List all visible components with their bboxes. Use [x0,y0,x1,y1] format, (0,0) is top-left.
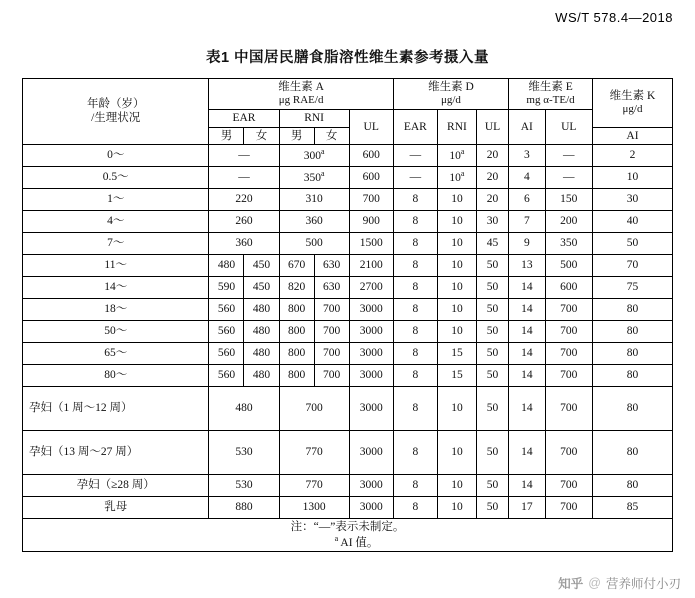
header-vk-ai: AI [592,127,672,144]
cell-ve-ul: 500 [545,254,592,276]
cell-va-rni: 700 [279,386,349,430]
table-row [23,342,673,364]
cell-vd-rni: 10 [437,386,476,430]
cell-va-rni-male: 800 [279,342,314,364]
cell-ve-ai: 14 [509,320,546,342]
cell-va-rni: 770 [279,474,349,496]
cell-vd-ul: 45 [477,232,509,254]
group-name-vitamin-k: 维生素 K [609,89,656,102]
header-va-ear-male: 男 [209,127,244,144]
cell-vd-ear: 8 [393,276,437,298]
cell-ve-ul: 700 [545,342,592,364]
cell-va-ear: 880 [209,496,279,518]
table-row [23,210,673,232]
note-line-2: $^a$ AI 值。 [334,534,379,550]
header-va-ear-female: 女 [244,127,279,144]
cell-vd-rni: 10 [437,320,476,342]
cell-va-ear-male: 480 [209,254,244,276]
cell-ve-ai: 7 [509,210,546,232]
row-label: 18～ [23,298,209,320]
cell-vd-ul: 30 [477,210,509,232]
cell-vd-ul: 50 [477,430,509,474]
header-vd-ear: EAR [393,110,437,145]
cell-va-rni: 310 [279,188,349,210]
table-row [23,276,673,298]
row-label: 1～ [23,188,209,210]
row-label: 14～ [23,276,209,298]
header-group-vitamin-k [592,79,672,128]
cell-ve-ul: 600 [545,276,592,298]
cell-vk-ai: 75 [592,276,672,298]
header-va-rni-male: 男 [279,127,314,144]
cell-va-rni-male: 800 [279,364,314,386]
cell-vd-ul: 20 [477,144,509,166]
cell-va-ul: 3000 [349,298,393,320]
cell-vd-rni: 10 [437,254,476,276]
cell-va-rni: 500 [279,232,349,254]
row-label: 11～ [23,254,209,276]
cell-vd-ul: 50 [477,298,509,320]
cell-vd-ul: 20 [477,188,509,210]
zhihu-logo: 知乎 [558,577,584,591]
cell-va-ear-female: 450 [244,276,279,298]
table-row [23,364,673,386]
table-row [23,166,673,188]
cell-vd-ul: 50 [477,276,509,298]
table-header-row-1 [23,79,673,110]
cell-ve-ai: 14 [509,342,546,364]
cell-va-rni: 360 [279,210,349,232]
cell-va-ul: 3000 [349,474,393,496]
cell-vd-ul: 20 [477,166,509,188]
cell-ve-ai: 14 [509,474,546,496]
table-row [23,298,673,320]
cell-vk-ai: 80 [592,342,672,364]
cell-va-rni: 300$^a$ [279,144,349,166]
cell-vd-ear: 8 [393,342,437,364]
cell-ve-ul: 350 [545,232,592,254]
cell-va-ul: 700 [349,188,393,210]
cell-ve-ai: 6 [509,188,546,210]
cell-va-ear-female: 480 [244,342,279,364]
table-row [23,496,673,518]
cell-ve-ul: 700 [545,298,592,320]
cell-vd-ear: 8 [393,188,437,210]
note-line-1: 注：“—”表示未制定。 [290,520,405,533]
cell-ve-ul: 700 [545,430,592,474]
cell-ve-ai: 14 [509,276,546,298]
cell-va-rni: 1300 [279,496,349,518]
cell-vk-ai: 40 [592,210,672,232]
cell-vk-ai: 80 [592,298,672,320]
cell-va-ear-female: 480 [244,364,279,386]
cell-ve-ai: 9 [509,232,546,254]
header-group-vitamin-e [509,79,593,110]
zhihu-watermark [558,574,681,592]
cell-vd-ul: 50 [477,254,509,276]
cell-vd-rni: 10 [437,188,476,210]
cell-ve-ai: 3 [509,144,546,166]
cell-vd-ear: 8 [393,430,437,474]
cell-ve-ul: — [545,166,592,188]
cell-va-ul: 3000 [349,364,393,386]
group-unit-vitamin-a: μg RAE/d [278,94,324,107]
cell-va-ul: 3000 [349,386,393,430]
header-group-vitamin-a [209,79,393,110]
header-vd-ul: UL [477,110,509,145]
cell-vd-ear: 8 [393,386,437,430]
cell-vk-ai: 85 [592,496,672,518]
cell-vd-ear: — [393,144,437,166]
group-unit-vitamin-e: mg α-TE/d [526,94,575,107]
cell-vk-ai: 10 [592,166,672,188]
header-group-vitamin-d [393,79,508,110]
vitamin-intake-table [22,78,673,552]
cell-vd-rni: 10 [437,474,476,496]
cell-vk-ai: 80 [592,474,672,496]
header-row-label-line2: /生理状况 [91,112,141,125]
cell-va-ear-male: 560 [209,298,244,320]
cell-vd-rni: 10$^a$ [437,166,476,188]
cell-ve-ul: — [545,144,592,166]
header-vd-rni: RNI [437,110,476,145]
row-label: 50～ [23,320,209,342]
header-va-ul: UL [349,110,393,145]
cell-vk-ai: 80 [592,386,672,430]
cell-va-rni-female: 630 [314,254,349,276]
cell-ve-ul: 200 [545,210,592,232]
cell-va-rni: 350$^a$ [279,166,349,188]
row-label: 孕妇（1 周～12 周） [23,386,209,430]
cell-ve-ai: 14 [509,364,546,386]
cell-vd-rni: 10 [437,232,476,254]
cell-vk-ai: 2 [592,144,672,166]
cell-vd-ear: 8 [393,254,437,276]
cell-vk-ai: 80 [592,320,672,342]
cell-vd-ul: 50 [477,474,509,496]
cell-ve-ul: 700 [545,386,592,430]
cell-ve-ai: 17 [509,496,546,518]
cell-va-ul: 3000 [349,342,393,364]
cell-va-ear-female: 450 [244,254,279,276]
cell-va-ear-female: 480 [244,320,279,342]
cell-va-rni-male: 800 [279,298,314,320]
cell-va-ear: — [209,144,279,166]
table-notes-row [23,518,673,552]
row-label: 0～ [23,144,209,166]
cell-va-ear-female: 480 [244,298,279,320]
row-label: 80～ [23,364,209,386]
header-row-label-line1: 年龄（岁） [86,98,145,111]
cell-vd-ear: 8 [393,364,437,386]
row-label: 65～ [23,342,209,364]
row-label: 7～ [23,232,209,254]
cell-va-ear-male: 560 [209,364,244,386]
cell-ve-ai: 14 [509,386,546,430]
cell-vd-ul: 50 [477,320,509,342]
cell-vd-rni: 10$^a$ [437,144,476,166]
group-name-vitamin-e: 维生素 E [528,81,573,93]
cell-va-ul: 1500 [349,232,393,254]
cell-vd-ear: 8 [393,474,437,496]
table-row [23,474,673,496]
group-name-vitamin-a: 维生素 A [278,81,324,93]
cell-vd-ear: 8 [393,320,437,342]
zhihu-separator: @ [588,576,601,590]
cell-ve-ai: 14 [509,298,546,320]
cell-ve-ul: 150 [545,188,592,210]
group-unit-vitamin-d: μg/d [440,94,461,107]
table-row [23,320,673,342]
cell-va-ear-male: 590 [209,276,244,298]
header-va-ear: EAR [209,110,279,127]
table-row [23,188,673,210]
row-label: 0.5～ [23,166,209,188]
cell-va-ul: 600 [349,166,393,188]
cell-vd-ear: 8 [393,298,437,320]
cell-va-ul: 2100 [349,254,393,276]
cell-vd-rni: 10 [437,298,476,320]
cell-va-ear: 260 [209,210,279,232]
table-row [23,232,673,254]
row-label: 孕妇（13 周～27 周） [23,430,209,474]
footer-watermark-bar [0,568,695,598]
cell-vd-ul: 50 [477,364,509,386]
cell-vd-rni: 10 [437,430,476,474]
cell-ve-ai: 4 [509,166,546,188]
cell-vk-ai: 50 [592,232,672,254]
cell-vd-rni: 10 [437,276,476,298]
cell-vd-ear: 8 [393,496,437,518]
cell-ve-ul: 700 [545,364,592,386]
cell-vk-ai: 70 [592,254,672,276]
cell-ve-ai: 14 [509,430,546,474]
cell-va-ul: 3000 [349,320,393,342]
cell-va-rni-male: 820 [279,276,314,298]
cell-vd-rni: 15 [437,364,476,386]
cell-va-ear: 220 [209,188,279,210]
cell-vd-ear: 8 [393,210,437,232]
cell-va-ear: — [209,166,279,188]
cell-va-ear: 530 [209,430,279,474]
cell-vd-rni: 15 [437,342,476,364]
cell-va-rni-male: 800 [279,320,314,342]
cell-va-ear: 360 [209,232,279,254]
header-row-label [23,79,209,145]
cell-va-ear-male: 560 [209,320,244,342]
cell-va-ul: 900 [349,210,393,232]
row-label: 孕妇（≥28 周） [23,474,209,496]
header-va-rni: RNI [279,110,349,127]
cell-vk-ai: 80 [592,364,672,386]
group-name-vitamin-d: 维生素 D [428,81,474,93]
cell-vd-rni: 10 [437,210,476,232]
cell-vd-ul: 50 [477,342,509,364]
cell-va-ul: 3000 [349,496,393,518]
table-notes [23,518,673,552]
cell-ve-ai: 13 [509,254,546,276]
cell-va-rni-male: 670 [279,254,314,276]
cell-va-ul: 2700 [349,276,393,298]
cell-ve-ul: 700 [545,496,592,518]
cell-va-rni-female: 700 [314,320,349,342]
cell-va-ear-male: 560 [209,342,244,364]
cell-vd-ear: — [393,166,437,188]
cell-vd-rni: 10 [437,496,476,518]
cell-vk-ai: 80 [592,430,672,474]
cell-ve-ul: 700 [545,320,592,342]
header-va-rni-female: 女 [314,127,349,144]
cell-va-rni-female: 700 [314,342,349,364]
cell-vd-ul: 50 [477,386,509,430]
row-label: 4～ [23,210,209,232]
cell-va-rni: 770 [279,430,349,474]
cell-vd-ul: 50 [477,496,509,518]
header-ve-ai: AI [509,110,546,145]
cell-vk-ai: 30 [592,188,672,210]
cell-vd-ear: 8 [393,232,437,254]
cell-ve-ul: 700 [545,474,592,496]
cell-va-rni-female: 700 [314,364,349,386]
row-label: 乳母 [23,496,209,518]
zhihu-author: 营养师付小刃 [605,577,681,591]
cell-va-ul: 600 [349,144,393,166]
table-row [23,386,673,430]
cell-va-rni-female: 700 [314,298,349,320]
cell-va-rni-female: 630 [314,276,349,298]
cell-va-ear: 530 [209,474,279,496]
table-row [23,144,673,166]
cell-va-ear: 480 [209,386,279,430]
table-title: 表1 中国居民膳食脂溶性维生素参考摄入量 [205,50,490,66]
standard-code: WS/T 578.4—2018 [555,10,673,25]
table-row [23,430,673,474]
header-ve-ul: UL [545,110,592,145]
group-unit-vitamin-k: μg/d [622,103,643,116]
table-row [23,254,673,276]
cell-va-ul: 3000 [349,430,393,474]
